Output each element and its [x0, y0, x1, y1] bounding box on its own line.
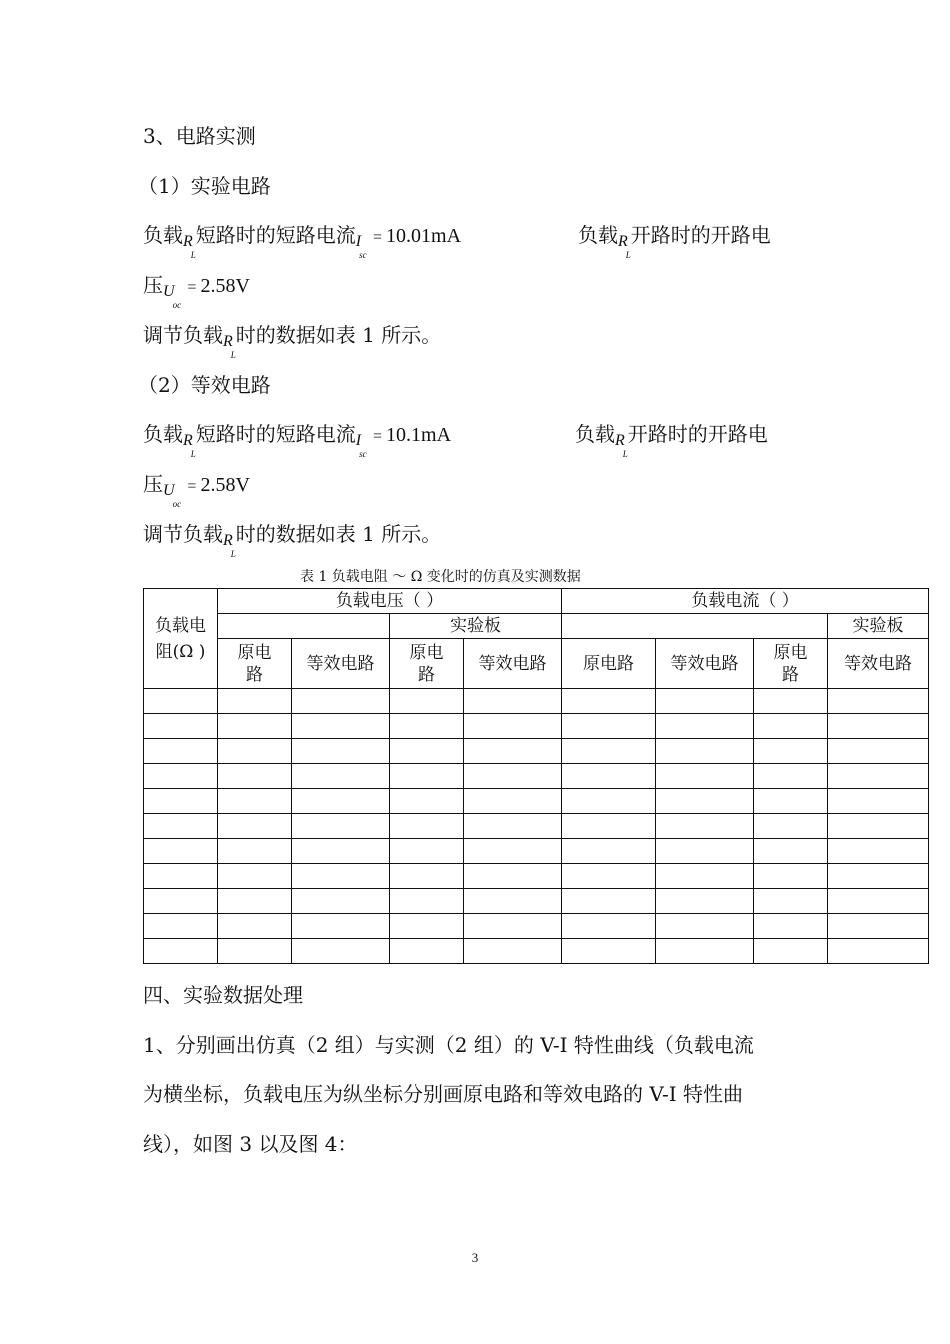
table-cell — [218, 914, 292, 939]
table-cell — [218, 764, 292, 789]
table-cell — [828, 714, 929, 739]
table-cell — [562, 914, 656, 939]
table-cell — [754, 739, 828, 764]
table-cell — [562, 864, 656, 889]
table-cell — [656, 739, 754, 764]
table-cell — [292, 889, 390, 914]
table-cell — [390, 864, 464, 889]
table-cell — [292, 864, 390, 889]
table-cell — [144, 889, 218, 914]
table-cell — [754, 714, 828, 739]
table-cell — [144, 764, 218, 789]
header-voltage-sim-blank — [218, 614, 390, 639]
table-row — [144, 739, 929, 764]
table-cell — [390, 939, 464, 964]
table-cell — [464, 714, 562, 739]
table-cell — [754, 689, 828, 714]
table-cell — [292, 764, 390, 789]
table-row — [144, 914, 929, 939]
table-cell — [292, 939, 390, 964]
table-cell — [754, 839, 828, 864]
part-2-open-circuit-label: 负载$_{RL}$开路时的开路电 — [575, 422, 768, 459]
header-load-current: 负载电流（ ） — [562, 589, 929, 614]
table-cell — [464, 789, 562, 814]
table-cell — [656, 939, 754, 964]
table-cell — [754, 764, 828, 789]
section-4-paragraph-line-2: 为横坐标，负载电压为纵坐标分别画原电路和等效电路的 V-I 特性曲 — [143, 1082, 743, 1106]
part-2-adjust-line: 调节负载$_{RL}$时的数据如表 1 所示。 — [143, 522, 442, 559]
table-cell — [656, 864, 754, 889]
table-cell — [656, 814, 754, 839]
table-cell — [464, 739, 562, 764]
table-cell — [754, 789, 828, 814]
table-cell — [828, 939, 929, 964]
table-cell — [464, 914, 562, 939]
header-current-board: 实验板 — [828, 614, 929, 639]
part-2-short-circuit-line: 负载$_{RL}$短路时的短路电流$_{Isc}$ = 10.1mA — [143, 422, 452, 459]
data-table — [143, 588, 929, 964]
table-cell — [464, 689, 562, 714]
table-cell — [562, 839, 656, 864]
table-cell — [828, 739, 929, 764]
table-cell — [464, 864, 562, 889]
table-cell — [828, 689, 929, 714]
table-row — [144, 839, 929, 864]
table-cell — [144, 739, 218, 764]
table-row — [144, 889, 929, 914]
part-1-open-voltage-line: 压$_{Uoc}$ = 2.58V — [143, 273, 250, 310]
table-row — [144, 714, 929, 739]
header-current-sim-blank — [562, 614, 828, 639]
table-row — [144, 689, 929, 714]
table-cell — [562, 739, 656, 764]
table-row — [144, 939, 929, 964]
table-cell — [292, 689, 390, 714]
table-cell — [390, 714, 464, 739]
table-row — [144, 864, 929, 889]
table-cell — [754, 814, 828, 839]
part-1-title: （1）实验电路 — [138, 174, 271, 198]
table-cell — [754, 864, 828, 889]
table-cell — [390, 764, 464, 789]
table-cell — [656, 789, 754, 814]
header-equiv-circuit: 等效电路 — [656, 639, 754, 689]
table-cell — [754, 914, 828, 939]
table-cell — [828, 914, 929, 939]
table-cell — [390, 739, 464, 764]
header-orig-circuit: 原电路 — [218, 639, 292, 689]
table-cell — [218, 939, 292, 964]
table-cell — [562, 789, 656, 814]
table-cell — [144, 864, 218, 889]
part-2-title: （2）等效电路 — [138, 373, 271, 397]
table-cell — [144, 689, 218, 714]
header-load-voltage: 负载电压（ ） — [218, 589, 562, 614]
table-cell — [292, 914, 390, 939]
header-voltage-board: 实验板 — [390, 614, 562, 639]
header-orig-circuit: 原电路 — [754, 639, 828, 689]
part-2-isc-value: 10.1mA — [386, 424, 452, 446]
table-cell — [144, 939, 218, 964]
table-cell — [562, 814, 656, 839]
table-cell — [828, 839, 929, 864]
table-caption: 表 1 负载电阻 ～ Ω 变化时的仿真及实测数据 — [300, 569, 581, 585]
header-equiv-circuit: 等效电路 — [464, 639, 562, 689]
table-cell — [218, 814, 292, 839]
table-cell — [218, 689, 292, 714]
table-cell — [562, 939, 656, 964]
table-body — [144, 689, 929, 964]
table-cell — [754, 939, 828, 964]
table-cell — [562, 764, 656, 789]
table-cell — [828, 889, 929, 914]
table-cell — [144, 914, 218, 939]
table-cell — [754, 889, 828, 914]
table-cell — [144, 789, 218, 814]
table-cell — [464, 889, 562, 914]
table-row — [144, 789, 929, 814]
table-cell — [390, 889, 464, 914]
part-1-isc-value: 10.01mA — [386, 225, 462, 247]
part-2-open-voltage-line: 压$_{Uoc}$ = 2.58V — [143, 472, 250, 509]
table-cell — [656, 914, 754, 939]
table-row — [144, 764, 929, 789]
table-cell — [656, 689, 754, 714]
table-cell — [390, 914, 464, 939]
header-equiv-circuit: 等效电路 — [292, 639, 390, 689]
table-cell — [292, 739, 390, 764]
table-cell — [464, 839, 562, 864]
table-cell — [390, 789, 464, 814]
table-cell — [562, 889, 656, 914]
part-1-adjust-line: 调节负载$_{RL}$时的数据如表 1 所示。 — [143, 323, 442, 360]
section-4-paragraph-line-3: 线），如图 3 以及图 4： — [143, 1132, 358, 1156]
table-cell — [144, 814, 218, 839]
table-cell — [562, 714, 656, 739]
section-4-paragraph-line-1: 1、分别画出仿真（2 组）与实测（2 组）的 V-I 特性曲线（负载电流 — [143, 1033, 754, 1057]
table-cell — [292, 714, 390, 739]
table-cell — [292, 789, 390, 814]
section-3-title: 3、电路实测 — [143, 124, 256, 148]
part-1-open-circuit-label: 负载$_{RL}$开路时的开路电 — [578, 223, 771, 260]
table-cell — [390, 839, 464, 864]
table-cell — [144, 714, 218, 739]
table-cell — [390, 689, 464, 714]
table-cell — [218, 739, 292, 764]
table-cell — [828, 789, 929, 814]
table-cell — [828, 764, 929, 789]
header-orig-circuit: 原电路 — [562, 639, 656, 689]
table-cell — [656, 714, 754, 739]
header-orig-circuit: 原电路 — [390, 639, 464, 689]
table-cell — [292, 814, 390, 839]
table-cell — [656, 764, 754, 789]
header-load-resistance: 负载电阻(Ω ) — [144, 589, 218, 689]
table-cell — [144, 839, 218, 864]
page-number: 3 — [471, 1250, 479, 1265]
table-cell — [218, 789, 292, 814]
table-cell — [292, 839, 390, 864]
table-cell — [218, 864, 292, 889]
table-cell — [218, 839, 292, 864]
part-1-short-circuit-line: 负载$_{RL}$短路时的短路电流$_{Isc}$ = 10.01mA — [143, 223, 462, 260]
table-cell — [656, 889, 754, 914]
table-cell — [218, 889, 292, 914]
table-cell — [562, 689, 656, 714]
table-cell — [464, 814, 562, 839]
table-cell — [828, 864, 929, 889]
header-equiv-circuit: 等效电路 — [828, 639, 929, 689]
table-cell — [464, 939, 562, 964]
table-cell — [464, 764, 562, 789]
part-1-uoc-value: 2.58V — [200, 275, 250, 297]
table-cell — [390, 814, 464, 839]
table-cell — [828, 814, 929, 839]
table-cell — [656, 839, 754, 864]
table-cell — [218, 714, 292, 739]
part-2-uoc-value: 2.58V — [200, 474, 250, 496]
table-row — [144, 814, 929, 839]
section-4-title: 四、实验数据处理 — [143, 983, 303, 1007]
